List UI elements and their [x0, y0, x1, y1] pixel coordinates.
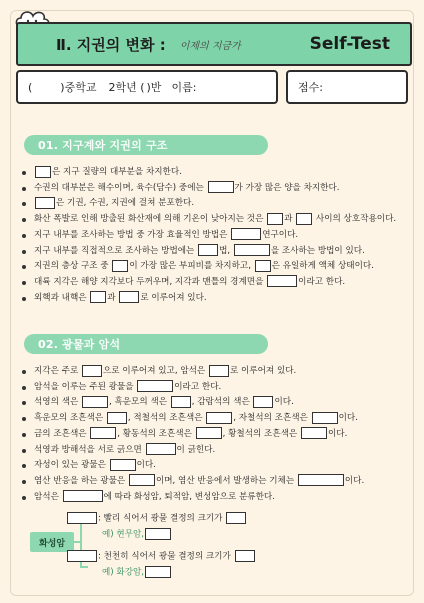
- answer-blank[interactable]: [206, 412, 232, 424]
- answer-blank[interactable]: [196, 427, 222, 439]
- answer-blank[interactable]: [255, 260, 271, 272]
- school-field[interactable]: )중학교: [60, 81, 97, 94]
- answer-blank[interactable]: [67, 550, 97, 562]
- answer-blank[interactable]: [35, 166, 51, 178]
- answer-blank[interactable]: [145, 528, 171, 540]
- list-item: 은 지구 질량의 대부분을 차지한다.: [18, 165, 408, 181]
- answer-blank[interactable]: [235, 550, 255, 562]
- volcanic-example: 예) 현무암,: [102, 528, 172, 542]
- answer-blank[interactable]: [171, 396, 191, 408]
- igneous-rock-diagram: [30, 510, 400, 590]
- page-title: Ⅱ. 지권의 변화 :: [56, 35, 166, 54]
- answer-blank[interactable]: [145, 566, 171, 578]
- list-item: 염산 반응을 하는 광물은 이며, 염산 반응에서 발생하는 기체는 이다.: [18, 474, 408, 490]
- plutonic-rock-row: : 천천히 식어서 광물 결정의 크기가: [66, 550, 256, 564]
- page-subtitle: 이제의 지금가: [179, 40, 241, 52]
- answer-blank[interactable]: [82, 365, 102, 377]
- section-title-1: 01. 지구계와 지권의 구조: [24, 135, 268, 155]
- student-info-box: [16, 70, 278, 104]
- list-item: 외핵과 내핵은 과 로 이루어져 있다.: [18, 291, 408, 307]
- answer-blank[interactable]: [267, 275, 297, 287]
- answer-blank[interactable]: [231, 228, 261, 240]
- answer-blank[interactable]: [298, 474, 344, 486]
- list-item: 대륙 지각은 해양 지각보다 두꺼우며, 지각과 맨틀의 경계면을 이라고 한다.: [18, 275, 408, 291]
- name-label: 이름:: [171, 81, 197, 94]
- list-item: 지권의 층상 구조 중 이 가장 많은 부피비를 차지하고, 은 유일하게 액체 상태이다.: [18, 259, 408, 275]
- answer-blank[interactable]: [63, 490, 103, 502]
- plutonic-example: 예) 화강암,: [102, 566, 172, 580]
- list-item: 암석은 에 따라 화성암, 퇴적암, 변성암으로 분류한다.: [18, 490, 408, 506]
- list-item: 흑운모의 조흔색은 , 적철석의 조흔색은 , 자철석의 조흔색은 이다.: [18, 411, 408, 427]
- answer-blank[interactable]: [82, 396, 108, 408]
- answer-blank[interactable]: [90, 427, 116, 439]
- answer-blank[interactable]: [107, 412, 127, 424]
- answer-blank[interactable]: [67, 512, 97, 524]
- answer-blank[interactable]: [226, 512, 246, 524]
- grade-field[interactable]: 2학년 (: [108, 81, 145, 94]
- answer-blank[interactable]: [119, 291, 139, 303]
- class-field[interactable]: )반: [146, 81, 162, 94]
- score-label: 점수:: [298, 81, 323, 94]
- list-item: 석영의 색은 , 흑운모의 색은 , 감람석의 색은 이다.: [18, 395, 408, 411]
- answer-blank[interactable]: [301, 427, 327, 439]
- list-item: 화산 폭발로 인해 방출된 화산재에 의해 기온이 낮아지는 것은 과 사이의 상호작용이다.: [18, 212, 408, 228]
- list-item: 석영과 방해석을 서로 긁으면 이 긁힌다.: [18, 443, 408, 459]
- section-title-2: 02. 광물과 암석: [24, 334, 268, 354]
- answer-blank[interactable]: [198, 244, 218, 256]
- class-open: (: [28, 80, 33, 94]
- answer-blank[interactable]: [296, 213, 312, 225]
- answer-blank[interactable]: [234, 244, 270, 256]
- answer-blank[interactable]: [146, 443, 176, 455]
- section-1-list: [18, 165, 408, 306]
- answer-blank[interactable]: [110, 459, 136, 471]
- list-item: 지구 내부를 조사하는 방법 중 가장 효율적인 방법은 연구이다.: [18, 228, 408, 244]
- self-test-title: Self-Test: [309, 34, 390, 54]
- answer-blank[interactable]: [208, 181, 234, 193]
- answer-blank[interactable]: [137, 380, 173, 392]
- answer-blank[interactable]: [90, 291, 106, 303]
- section-2-list: [18, 364, 408, 505]
- list-item: 지각은 주로 으로 이루어져 있고, 암석은 로 이루어져 있다.: [18, 364, 408, 380]
- list-item: 금의 조흔색은 , 황동석의 조흔색은 , 황철석의 조흔색은 이다.: [18, 427, 408, 443]
- igneous-rock-label: 화성암: [30, 532, 74, 552]
- volcanic-rock-row: : 빨리 식어서 광물 결정의 크기가: [66, 512, 247, 526]
- answer-blank[interactable]: [253, 396, 273, 408]
- title-bar: [16, 22, 412, 66]
- list-item: 수권의 대부분은 해수이며, 육수(담수) 중에는 가 가장 많은 양을 차지한다.: [18, 181, 408, 197]
- list-item: 암석을 이루는 주된 광물을 이라고 한다.: [18, 380, 408, 396]
- branch-line: [80, 566, 88, 568]
- answer-blank[interactable]: [312, 412, 338, 424]
- list-item: 은 기권, 수권, 지권에 걸쳐 분포한다.: [18, 196, 408, 212]
- answer-blank[interactable]: [129, 474, 155, 486]
- answer-blank[interactable]: [267, 213, 283, 225]
- answer-blank[interactable]: [35, 197, 55, 209]
- answer-blank[interactable]: [209, 365, 229, 377]
- list-item: 자성이 있는 광물은 이다.: [18, 458, 408, 474]
- score-box: [286, 70, 408, 104]
- list-item: 지구 내부를 직접적으로 조사하는 방법에는 법, 을 조사하는 방법이 있다.: [18, 244, 408, 260]
- answer-blank[interactable]: [112, 260, 128, 272]
